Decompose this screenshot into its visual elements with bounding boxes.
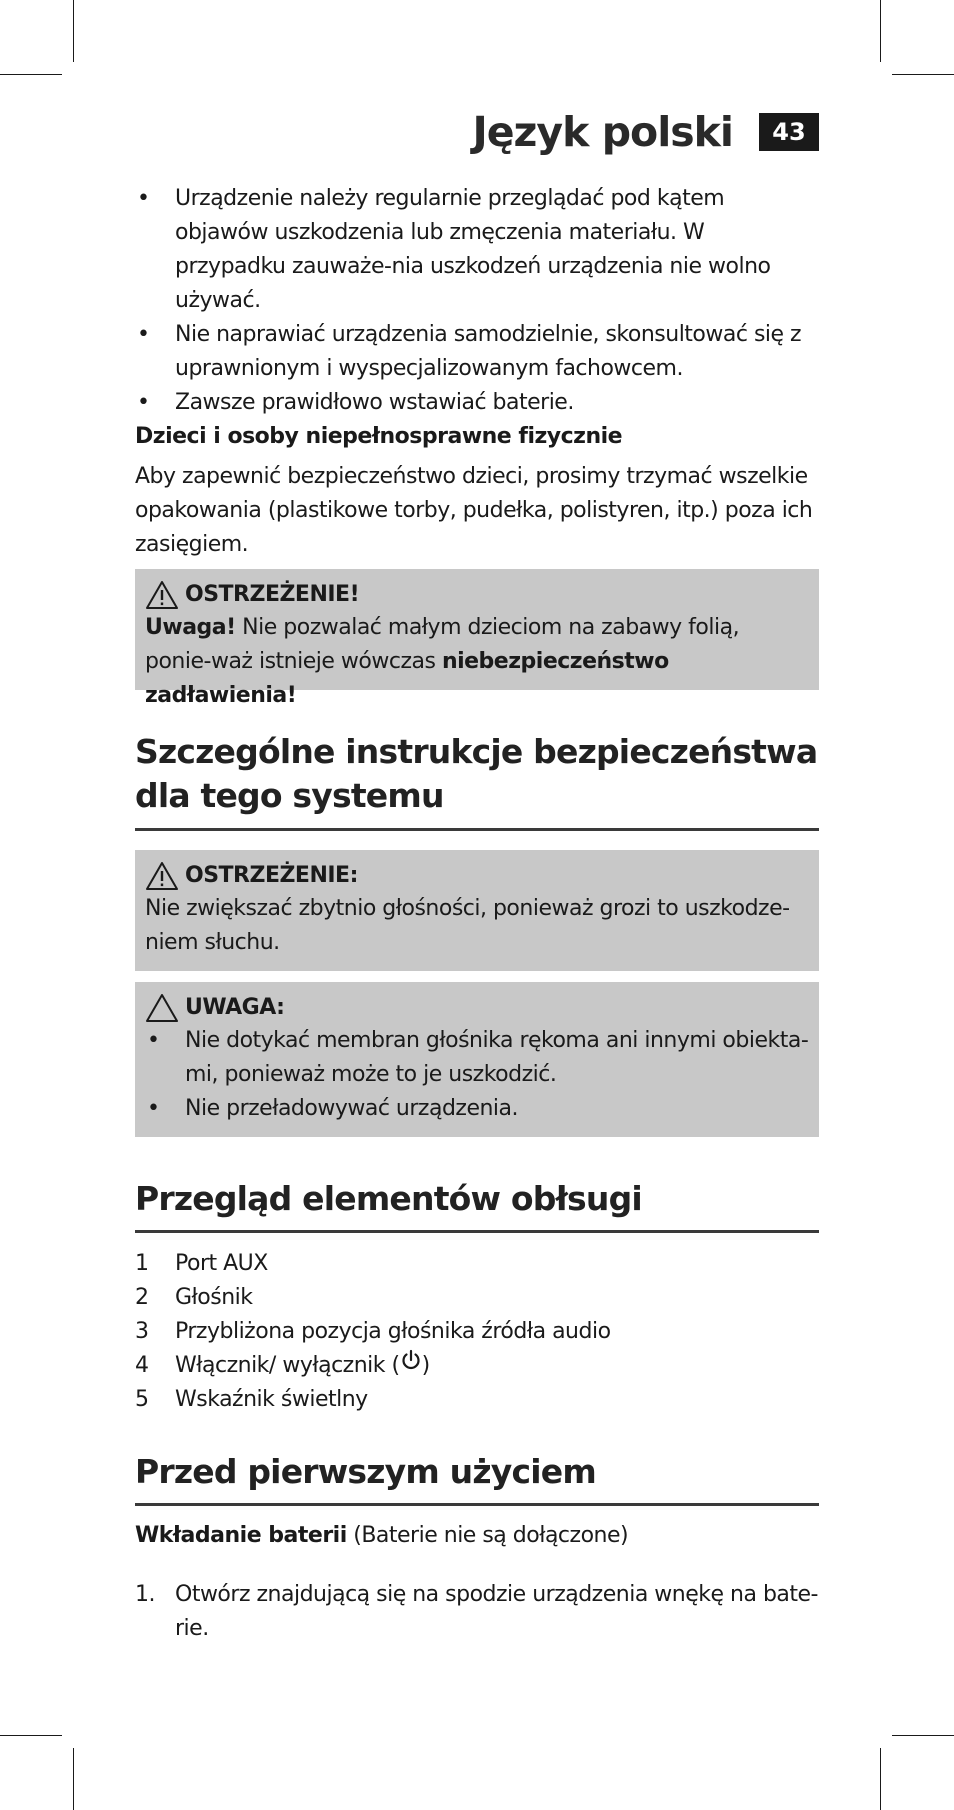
caution-triangle-icon [145, 993, 179, 1023]
crop-mark [892, 74, 954, 75]
list-item: • Urządzenie należy regularnie przeglądać pod kątem objawów uszkodzenia lub zmęczenia materiału. W przypadku zauważe-nia uszkodzeń urządzenia nie wolno używać. [135, 182, 819, 318]
crop-mark [73, 1748, 74, 1810]
warning-box-volume [135, 850, 819, 971]
safety-bullet-list [135, 182, 819, 420]
list-item: • Nie dotykać membran głośnika rękoma ani innymi obiekta-mi, ponieważ może to je uszkodzić. [145, 1024, 809, 1092]
section-title-controls: Przegląd elementów obłsugi [135, 1179, 642, 1218]
crop-mark [880, 1748, 881, 1810]
warning-triangle-icon [145, 580, 179, 610]
section-title-first-use: Przed pierwszym użyciem [135, 1452, 596, 1491]
crop-mark [892, 1735, 954, 1736]
crop-mark [0, 74, 62, 75]
warning-text: Nie zwiększać zbytnio głośności, ponieważ grozi to uszkodze-niem słuchu. [145, 896, 790, 955]
list-item: 1. Otwórz znajdującą się na spodzie urządzenia wnękę na bate-rie. [135, 1582, 818, 1641]
list-item: 2 Głośnik [135, 1285, 253, 1310]
warning-lead: Uwaga! [145, 615, 236, 640]
warning-emphasis: niebezpieczeństwo zadławienia! [145, 649, 669, 708]
crop-mark [0, 1735, 62, 1736]
warning-title [145, 860, 809, 892]
warning-box-choking [135, 569, 819, 708]
crop-mark [880, 0, 881, 62]
power-icon [400, 1349, 422, 1371]
battery-heading: Wkładanie baterii (Baterie nie są dołączone) [135, 1523, 629, 1548]
page-header [473, 108, 820, 156]
section-rule [135, 1503, 819, 1506]
warning-body: Nie pozwalać małym dzieciom na zabawy folią, ponie-waż istnieje wówczas [145, 615, 740, 674]
warning-title [145, 579, 809, 611]
page-number-badge: 43 [759, 113, 819, 151]
section-rule [135, 828, 819, 831]
caution-list [145, 1024, 809, 1126]
list-item: 4 Włącznik/ wyłącznik ( ) [135, 1349, 819, 1383]
children-text: Aby zapewnić bezpieczeństwo dzieci, prosimy trzymać wszelkie opakowania (plastikowe torby, pudełka, polistyren, itp.) poza ich zasięgiem. [135, 464, 813, 557]
list-item: • Zawsze prawidłowo wstawiać baterie. [135, 386, 819, 420]
list-item: • Nie naprawiać urządzenia samodzielnie, skonsultować się z uprawnionym i wyspecjalizowanym fachowcem. [135, 318, 819, 386]
page-title: Język polski [472, 108, 733, 156]
caution-title [145, 992, 809, 1024]
list-item: 5 Wskaźnik świetlny [135, 1387, 368, 1412]
children-heading: Dzieci i osoby niepełnosprawne fizycznie [135, 424, 623, 449]
list-item: 3 Przybliżona pozycja głośnika źródła audio [135, 1319, 611, 1344]
warning-title-text: OSTRZEŻENIE! [185, 582, 360, 607]
controls-list [135, 1247, 819, 1417]
list-item: 1 Port AUX [135, 1251, 268, 1276]
warning-text [145, 611, 809, 713]
caution-box [135, 982, 819, 1137]
warning-title-text: OSTRZEŻENIE: [185, 863, 358, 888]
warning-triangle-icon [145, 861, 179, 891]
section-title-safety: Szczególne instrukcje bezpieczeństwa dla tego systemu [135, 732, 818, 815]
caution-title-text: UWAGA: [185, 995, 285, 1020]
list-item: • Nie przeładowywać urządzenia. [145, 1092, 809, 1126]
crop-mark [73, 0, 74, 62]
steps-list [135, 1578, 819, 1646]
section-rule [135, 1230, 819, 1233]
